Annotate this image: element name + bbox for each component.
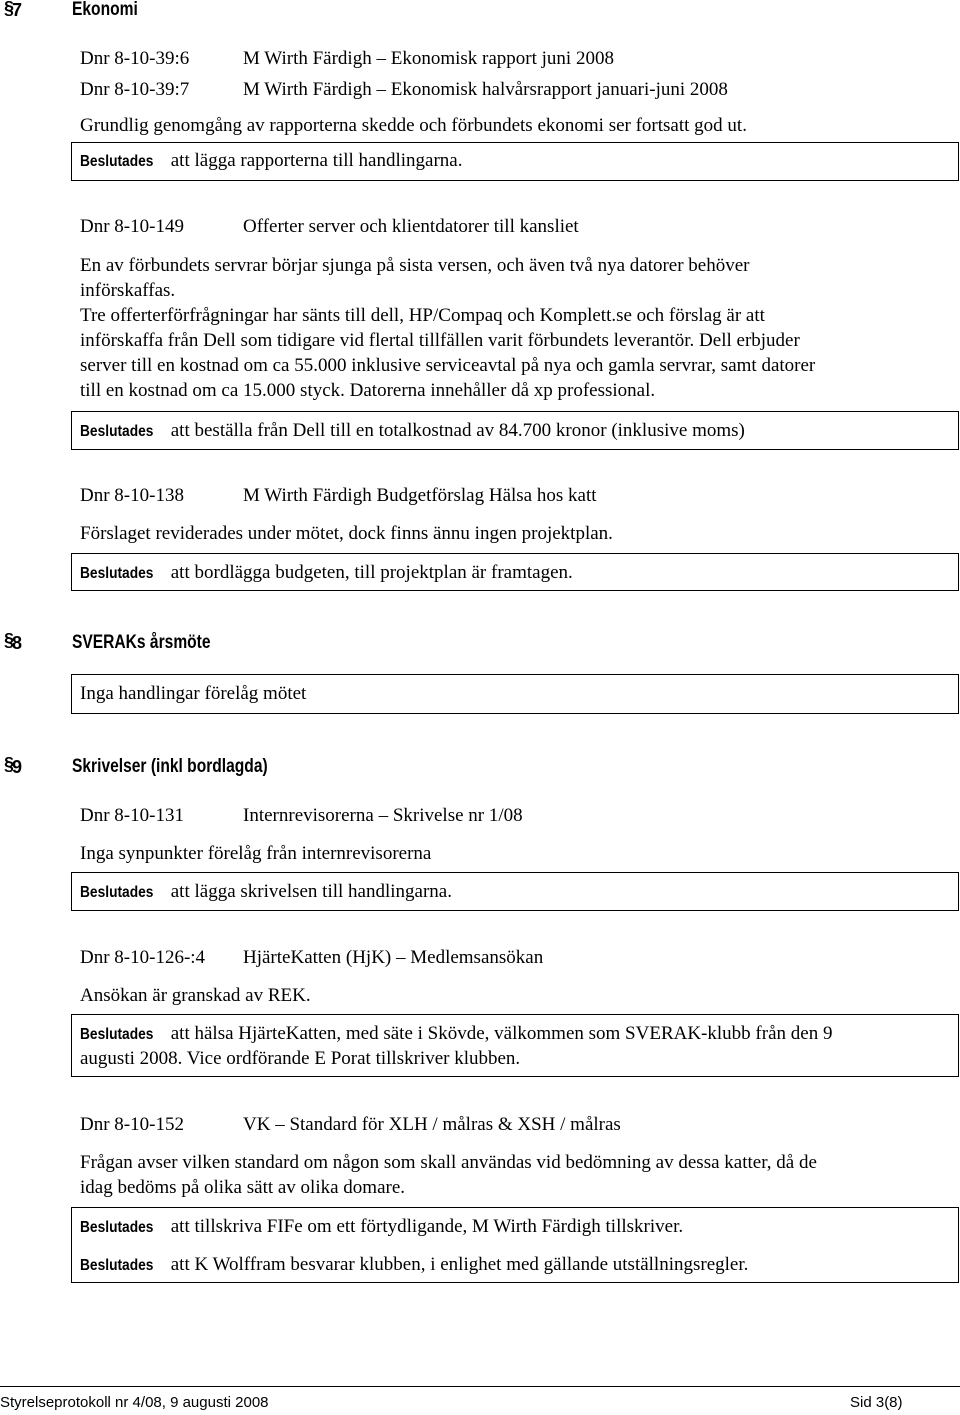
- body-text: Inga handlingar förelåg mötet: [80, 683, 307, 704]
- body-text: Grundlig genomgång av rapporterna skedde och förbundets ekonomi ser fortsatt god ut.: [80, 115, 747, 136]
- body-text: idag bedöms på olika sätt av olika domare.: [80, 1177, 406, 1198]
- footer-rule: [0, 1386, 960, 1387]
- body-text: till en kostnad om ca 15.000 styck. Datorerna innehåller då xp professional.: [80, 380, 656, 401]
- dnr-label: Dnr 8-10-126-:4: [80, 947, 206, 968]
- decision-text: att beställa från Dell till en totalkostnad av 84.700 kronor (inklusive moms): [166, 420, 745, 441]
- decision-text: att lägga rapporterna till handlingarna.: [166, 150, 463, 171]
- section-symbol: §: [4, 0, 15, 18]
- dnr-label: Dnr 8-10-138: [80, 485, 184, 506]
- decision-line: [80, 1216, 683, 1238]
- section-title: Ekonomi: [72, 0, 138, 20]
- section-symbol: §: [4, 630, 15, 650]
- decision-line: [80, 150, 463, 172]
- item-title: Offerter server och klientdatorer till kansliet: [243, 216, 579, 237]
- page-number: Sid 3(8): [850, 1394, 903, 1411]
- item-title: M Wirth Färdigh – Ekonomisk rapport juni 2008: [243, 48, 614, 69]
- decision-text: att tillskriva FIFe om ett förtydligande, M Wirth Färdigh tillskriver.: [166, 1216, 684, 1237]
- item-title: Internrevisorerna – Skrivelse nr 1/08: [243, 805, 523, 826]
- decision-line: [80, 881, 452, 903]
- decision-keyword: Beslutades: [80, 423, 154, 440]
- section-title: Skrivelser (inkl bordlagda): [72, 756, 268, 777]
- decision-keyword: Beslutades: [80, 1257, 154, 1274]
- body-text: Frågan avser vilken standard om någon som skall användas vid bedömning av dessa katter, då de: [80, 1152, 817, 1173]
- decision-text: att bordlägga budgeten, till projektplan är framtagen.: [166, 562, 573, 583]
- section-number: 8: [12, 633, 23, 653]
- body-text: Tre offerterförfrågningar har sänts till dell, HP/Compaq och Komplett.se och förslag är att: [80, 305, 765, 326]
- body-text: Ansökan är granskad av REK.: [80, 985, 311, 1006]
- item-title: VK – Standard för XLH / målras & XSH / målras: [243, 1114, 621, 1135]
- decision-line: [80, 1023, 832, 1045]
- body-text: införskaffa från Dell som tidigare vid flertal tillfällen varit förbundets leverantör. Dell erbjuder: [80, 330, 800, 351]
- section-number: 7: [12, 0, 23, 20]
- decision-text-continued: augusti 2008. Vice ordförande E Porat tillskriver klubben.: [80, 1048, 521, 1069]
- decision-line: [80, 562, 573, 584]
- item-title: M Wirth Färdigh – Ekonomisk halvårsrapport januari-juni 2008: [243, 79, 728, 100]
- dnr-label: Dnr 8-10-39:6: [80, 48, 190, 69]
- body-text: Förslaget reviderades under mötet, dock finns ännu ingen projektplan.: [80, 523, 613, 544]
- dnr-label: Dnr 8-10-149: [80, 216, 184, 237]
- decision-keyword: Beslutades: [80, 153, 154, 170]
- section-symbol: §: [4, 754, 15, 774]
- decision-keyword: Beslutades: [80, 565, 154, 582]
- decision-keyword: Beslutades: [80, 1219, 154, 1236]
- section-title: SVERAKs årsmöte: [72, 632, 211, 653]
- item-title: M Wirth Färdigh Budgetförslag Hälsa hos katt: [243, 485, 597, 506]
- footer-left: Styrelseprotokoll nr 4/08, 9 augusti 2008: [0, 1394, 269, 1411]
- item-title: HjärteKatten (HjK) – Medlemsansökan: [243, 947, 544, 968]
- decision-text: att K Wolffram besvarar klubben, i enlighet med gällande utställningsregler.: [166, 1254, 749, 1275]
- dnr-label: Dnr 8-10-39:7: [80, 79, 190, 100]
- decision-line: [80, 1254, 748, 1276]
- body-text: införskaffas.: [80, 280, 176, 301]
- body-text: server till en kostnad om ca 55.000 inklusive serviceavtal på nya och gamla servrar, samt datorer: [80, 355, 816, 376]
- body-text: En av förbundets servrar börjar sjunga på sista versen, och även två nya datorer behöver: [80, 255, 750, 276]
- section-number: 9: [12, 757, 23, 777]
- dnr-label: Dnr 8-10-152: [80, 1114, 184, 1135]
- dnr-label: Dnr 8-10-131: [80, 805, 184, 826]
- decision-keyword: Beslutades: [80, 884, 154, 901]
- body-text: Inga synpunkter förelåg från internrevisorerna: [80, 843, 432, 864]
- decision-keyword: Beslutades: [80, 1026, 154, 1043]
- decision-line: [80, 420, 745, 442]
- decision-text: att hälsa HjärteKatten, med säte i Skövde, välkommen som SVERAK-klubb från den 9: [166, 1023, 833, 1044]
- decision-text: att lägga skrivelsen till handlingarna.: [166, 881, 452, 902]
